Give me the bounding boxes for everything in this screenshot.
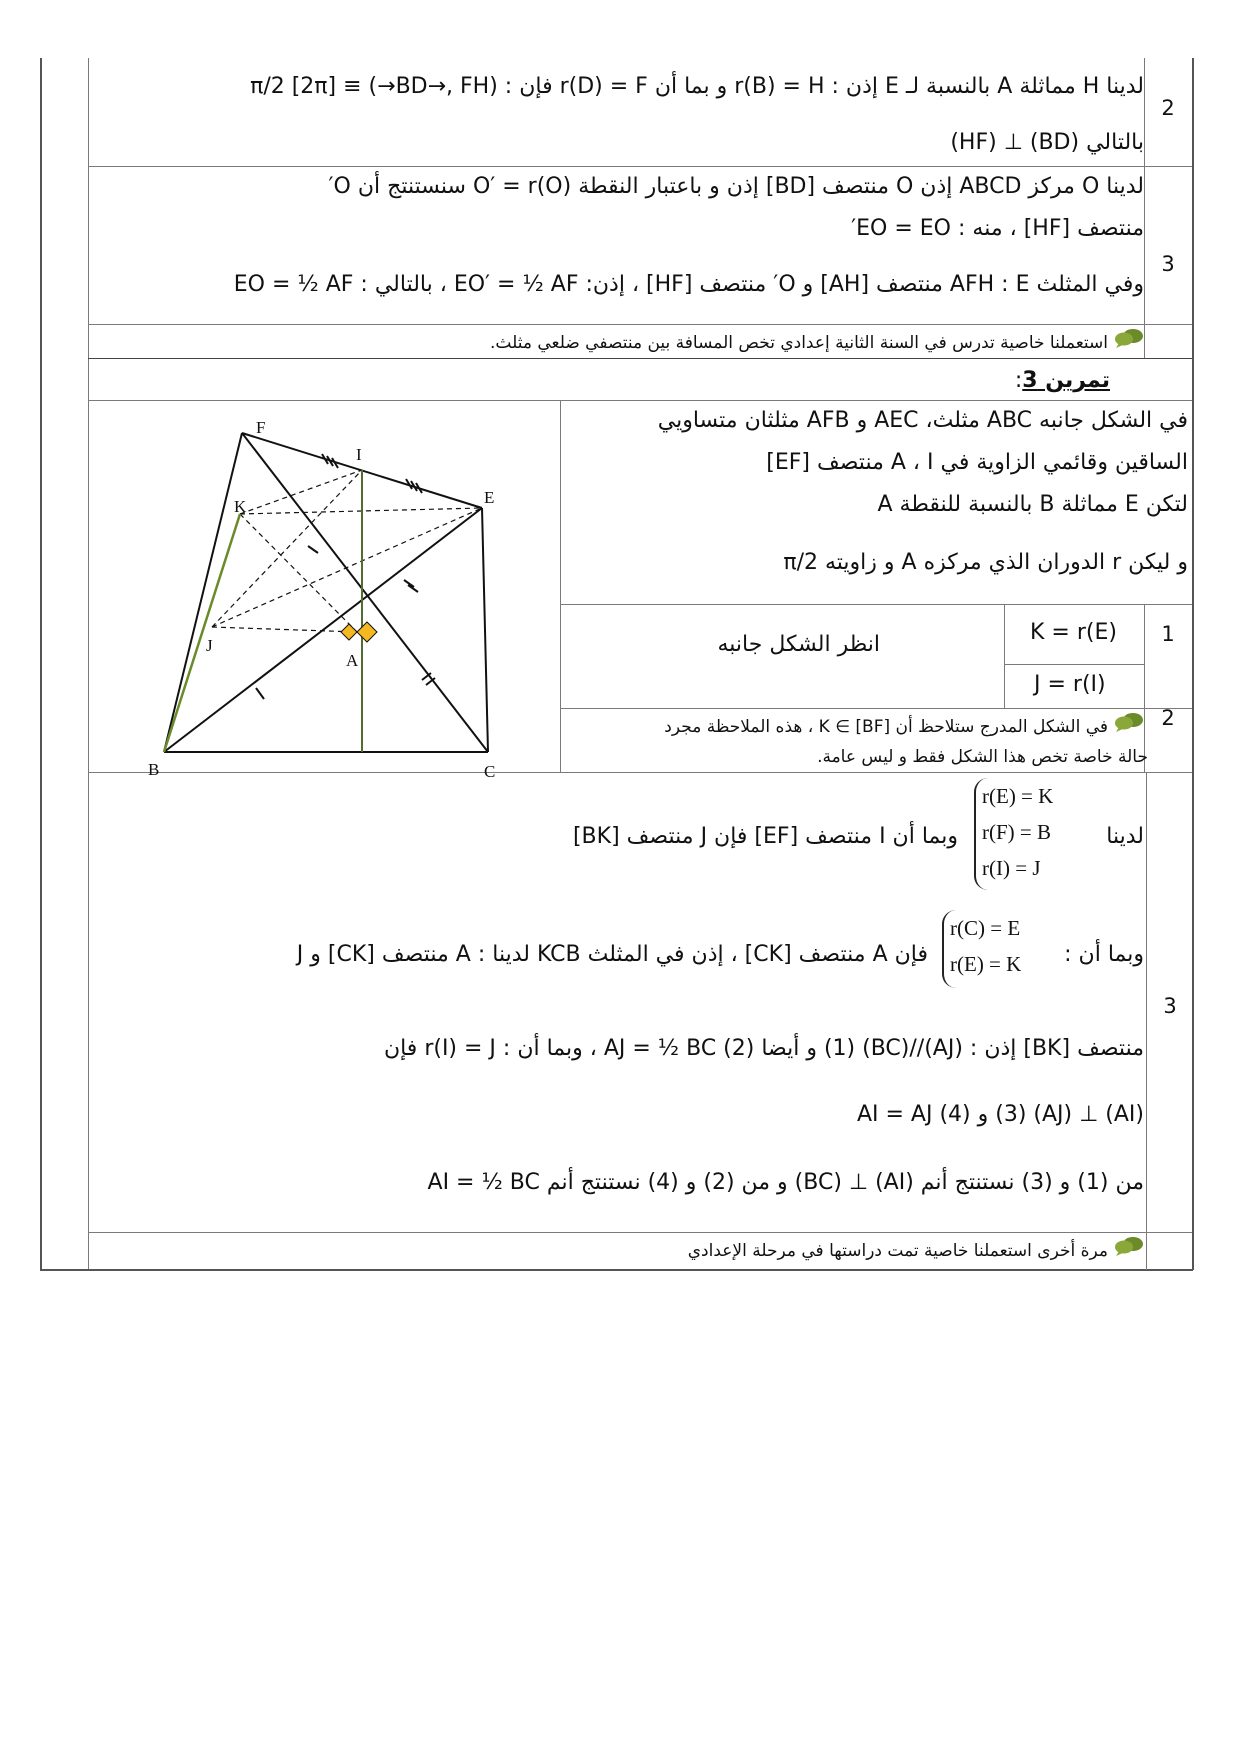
segment-JE bbox=[212, 508, 482, 627]
statement-line-2: الساقين وقائمي الزاوية في A ، I منتصف [EF] bbox=[766, 450, 1188, 475]
q3-line1: وبما أن I منتصف [EF] فإن J منتصف [BK] bbox=[572, 824, 958, 849]
q2-note-text-1: في الشكل المدرج ستلاحظ أن K ∈ [BF] ، هذه الملاحظة مجرد bbox=[664, 717, 1108, 737]
geometry-figure bbox=[140, 410, 520, 781]
q1-split-border bbox=[1004, 604, 1005, 708]
q3-line2-prefix: وبما أن : bbox=[1064, 942, 1144, 967]
row-divider-4 bbox=[88, 400, 1192, 401]
q3-system-1 bbox=[974, 778, 1092, 890]
q3-system-2 bbox=[942, 910, 1060, 988]
inner-left-border bbox=[88, 58, 89, 1270]
q2-note-line2: حالة خاصة تخص هذا الشكل فقط و ليس عامة. bbox=[817, 747, 1148, 767]
label-J: J bbox=[206, 636, 213, 655]
label-I: I bbox=[356, 445, 362, 464]
label-C: C bbox=[484, 762, 496, 781]
q2-number: 2 bbox=[1161, 706, 1175, 730]
outer-right-border bbox=[1192, 58, 1194, 1270]
q1-bottom-divider bbox=[560, 708, 1192, 709]
row2-line1: لدينا H مماثلة A بالنسبة لـ E إذن : r(B) = H و بما أن r(D) = F فإن : (BD→, FH→) ≡ π/2 [2π] bbox=[250, 74, 1144, 99]
q1-answer: انظر الشكل جانبه bbox=[717, 632, 880, 657]
q3-line3: منتصف [BK] إذن : (AJ)//(BC) (1) و أيضا AJ = ½ BC (2) ، وبما أن : r(I) = J فإن bbox=[383, 1036, 1144, 1061]
row-divider-1 bbox=[88, 166, 1192, 167]
q1-top-divider bbox=[560, 604, 1192, 605]
q3-line1-prefix: لدينا bbox=[1106, 824, 1144, 849]
q1-mid-divider bbox=[1004, 664, 1144, 665]
outer-left-border bbox=[40, 58, 42, 1270]
q3-number-col-border bbox=[1146, 772, 1147, 1270]
exercise3-title-colon: : bbox=[1014, 368, 1023, 393]
q2-note-line1 bbox=[664, 712, 1144, 742]
row3-note-text: استعملنا خاصية تدرس في السنة الثانية إعدادي تخص المسافة بين منتصفي ضلعي مثلث. bbox=[489, 333, 1108, 353]
q3-line5: من (1) و (3) نستنتج أنم (AI) ⊥ (BC) و من (2) و (4) نستنتج أنم AI = ½ BC bbox=[427, 1170, 1144, 1195]
q3-note bbox=[688, 1236, 1144, 1266]
sys2-eq-1: r(C) = E bbox=[950, 916, 1021, 940]
q3-note-divider bbox=[88, 1232, 1192, 1233]
statement-line-4: و ليكن r الدوران الذي مركزه A و زاويته π/2 bbox=[783, 550, 1188, 575]
q1-k: K = r(E) bbox=[1030, 620, 1117, 645]
tick-mark bbox=[308, 546, 318, 553]
exercise3-title bbox=[1015, 366, 1110, 396]
row3-note bbox=[490, 328, 1144, 358]
sys2-eq-2: r(E) = K bbox=[950, 952, 1022, 976]
row2-line2: بالتالي (BD) ⊥ (HF) bbox=[950, 130, 1144, 155]
label-E: E bbox=[484, 488, 495, 507]
segment-EC bbox=[482, 508, 488, 752]
segment-JA bbox=[212, 627, 357, 632]
exercise3-title-text: تمرين 3 bbox=[1022, 368, 1110, 393]
statement-line-3: لتكن E مماثلة B بالنسبة للنقطة A bbox=[877, 492, 1188, 517]
sys1-eq-3: r(I) = J bbox=[982, 856, 1041, 880]
right-angle-marker bbox=[357, 622, 377, 642]
segment-KA bbox=[240, 514, 357, 632]
speech-bubble-icon bbox=[1114, 328, 1144, 358]
statement-line-1: في الشكل جانبه ABC مثلث، AEC و AFB مثلثان متساويي bbox=[657, 408, 1188, 433]
row-number: 2 bbox=[1161, 96, 1175, 120]
q3-line2: فإن A منتصف [CK] ، إذن في المثلث KCB لدينا : A منتصف [CK] و J bbox=[296, 942, 928, 967]
label-A: A bbox=[346, 651, 359, 670]
segment-KI bbox=[240, 470, 362, 514]
sys1-eq-1: r(E) = K bbox=[982, 784, 1054, 808]
segment-JI bbox=[212, 470, 362, 627]
q3-note-text: مرة أخرى استعملنا خاصية تمت دراستها في مرحلة الإعدادي bbox=[687, 1241, 1108, 1261]
segment-BF bbox=[164, 433, 242, 752]
row-divider-2 bbox=[88, 324, 1192, 325]
label-F: F bbox=[256, 418, 266, 437]
label-B: B bbox=[148, 760, 160, 779]
q3-line4: (AI) ⊥ (AJ) (3) و AI = AJ (4) bbox=[856, 1102, 1144, 1127]
speech-bubble-icon bbox=[1114, 712, 1144, 742]
segment-BE bbox=[164, 508, 482, 752]
tick-mark bbox=[256, 688, 264, 699]
sys1-eq-2: r(F) = B bbox=[982, 820, 1052, 844]
row3-line1: لدينا O مركز ABCD إذن O منتصف [BD] إذن و باعتبار النقطة O′ = r(O) سنستنتج أن O′ bbox=[328, 174, 1144, 199]
number-col-border bbox=[1144, 58, 1145, 358]
figure-right-border bbox=[560, 400, 561, 772]
bottom-border bbox=[40, 1269, 1193, 1271]
q1-j: J = r(I) bbox=[1034, 672, 1106, 697]
row-number: 3 bbox=[1161, 252, 1175, 276]
row3-line2: منتصف [HF] ، منه : EO = EO′ bbox=[851, 216, 1144, 241]
q3-top-divider bbox=[88, 772, 1192, 773]
speech-bubble-icon bbox=[1114, 1236, 1144, 1266]
label-K: K bbox=[234, 497, 247, 516]
right-angle-marker bbox=[341, 624, 357, 640]
row-divider-3 bbox=[88, 358, 1192, 359]
q3-number: 3 bbox=[1163, 994, 1177, 1018]
row3-line3: وفي المثلث AFH : E منتصف [AH] و O′ منتصف [HF] ، إذن: EO′ = ½ AF ، بالتالي : EO = ½ AF bbox=[233, 272, 1144, 297]
segment-KB bbox=[164, 514, 240, 752]
segment-FC bbox=[242, 433, 488, 752]
q1-number: 1 bbox=[1161, 622, 1175, 646]
